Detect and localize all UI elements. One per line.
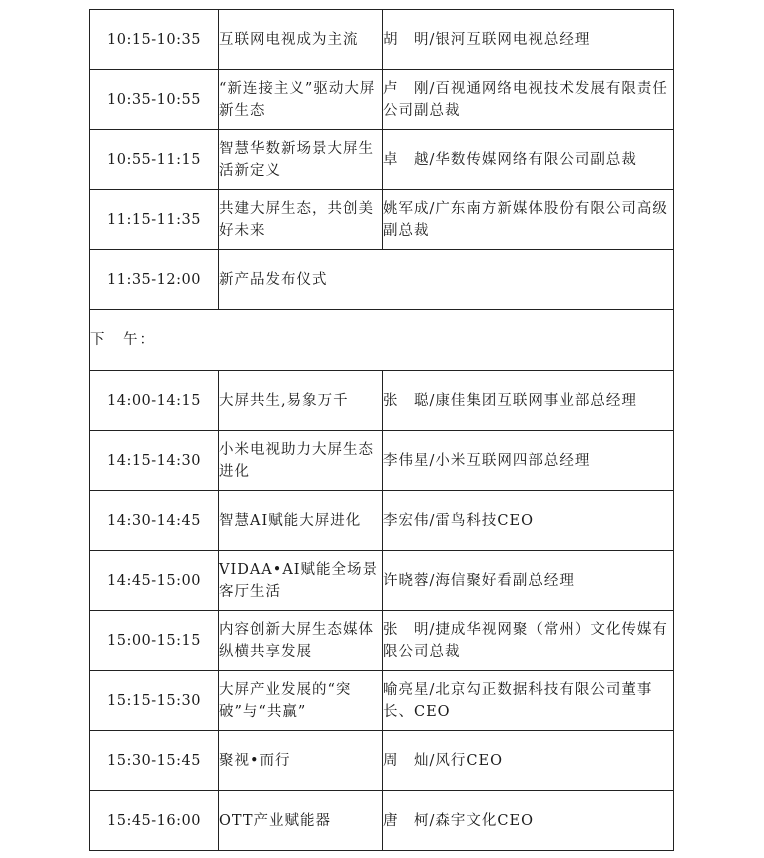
time-cell: 10:15-10:35	[90, 10, 219, 70]
speaker-cell: 张 明/捷成华视网聚（常州）文化传媒有限公司总裁	[383, 611, 674, 671]
table-row	[90, 671, 674, 731]
speaker-cell: 胡 明/银河互联网电视总经理	[383, 10, 674, 70]
time-cell: 10:55-11:15	[90, 130, 219, 190]
speaker-cell: 许晓蓉/海信聚好看副总经理	[383, 551, 674, 611]
topic-cell: 内容创新大屏生态媒体纵横共享发展	[219, 611, 383, 671]
time-cell: 14:15-14:30	[90, 431, 219, 491]
speaker-cell: 喻亮星/北京勾正数据科技有限公司董事长、CEO	[383, 671, 674, 731]
topic-cell: “新连接主义”驱动大屏新生态	[219, 70, 383, 130]
speaker-cell: 唐 柯/森宇文化CEO	[383, 791, 674, 851]
topic-cell: 共建大屏生态，共创美好未来	[219, 190, 383, 250]
table-row	[90, 250, 674, 310]
table-row	[90, 491, 674, 551]
speaker-cell: 卓 越/华数传媒网络有限公司副总裁	[383, 130, 674, 190]
speaker-cell: 李伟星/小米互联网四部总经理	[383, 431, 674, 491]
topic-cell: 聚视•而行	[219, 731, 383, 791]
speaker-cell: 姚军成/广东南方新媒体股份有限公司高级副总裁	[383, 190, 674, 250]
table-row	[90, 731, 674, 791]
table-row	[90, 70, 674, 130]
topic-cell: 智慧AI赋能大屏进化	[219, 491, 383, 551]
topic-cell: 大屏产业发展的“突破”与“共赢”	[219, 671, 383, 731]
table-row	[90, 10, 674, 70]
table-row	[90, 190, 674, 250]
time-cell: 11:15-11:35	[90, 190, 219, 250]
topic-cell: 新产品发布仪式	[219, 250, 674, 310]
speaker-cell: 张 聪/康佳集团互联网事业部总经理	[383, 371, 674, 431]
table-row	[90, 611, 674, 671]
table-row	[90, 791, 674, 851]
topic-cell: OTT产业赋能器	[219, 791, 383, 851]
table-row	[90, 130, 674, 190]
section-row	[90, 310, 674, 371]
topic-cell: 互联网电视成为主流	[219, 10, 383, 70]
speaker-cell: 卢 刚/百视通网络电视技术发展有限责任公司副总裁	[383, 70, 674, 130]
table-row	[90, 371, 674, 431]
topic-cell: VIDAA•AI赋能全场景客厅生活	[219, 551, 383, 611]
time-cell: 15:15-15:30	[90, 671, 219, 731]
time-cell: 15:30-15:45	[90, 731, 219, 791]
table-row	[90, 551, 674, 611]
time-cell: 15:45-16:00	[90, 791, 219, 851]
time-cell: 14:00-14:15	[90, 371, 219, 431]
time-cell: 11:35-12:00	[90, 250, 219, 310]
time-cell: 10:35-10:55	[90, 70, 219, 130]
time-cell: 15:00-15:15	[90, 611, 219, 671]
topic-cell: 小米电视助力大屏生态进化	[219, 431, 383, 491]
speaker-cell: 周 灿/风行CEO	[383, 731, 674, 791]
time-cell: 14:45-15:00	[90, 551, 219, 611]
table-row	[90, 431, 674, 491]
agenda-table	[89, 9, 674, 851]
topic-cell: 智慧华数新场景大屏生活新定义	[219, 130, 383, 190]
afternoon-section-label: 下 午：	[90, 310, 674, 371]
topic-cell: 大屏共生,易象万千	[219, 371, 383, 431]
time-cell: 14:30-14:45	[90, 491, 219, 551]
speaker-cell: 李宏伟/雷鸟科技CEO	[383, 491, 674, 551]
